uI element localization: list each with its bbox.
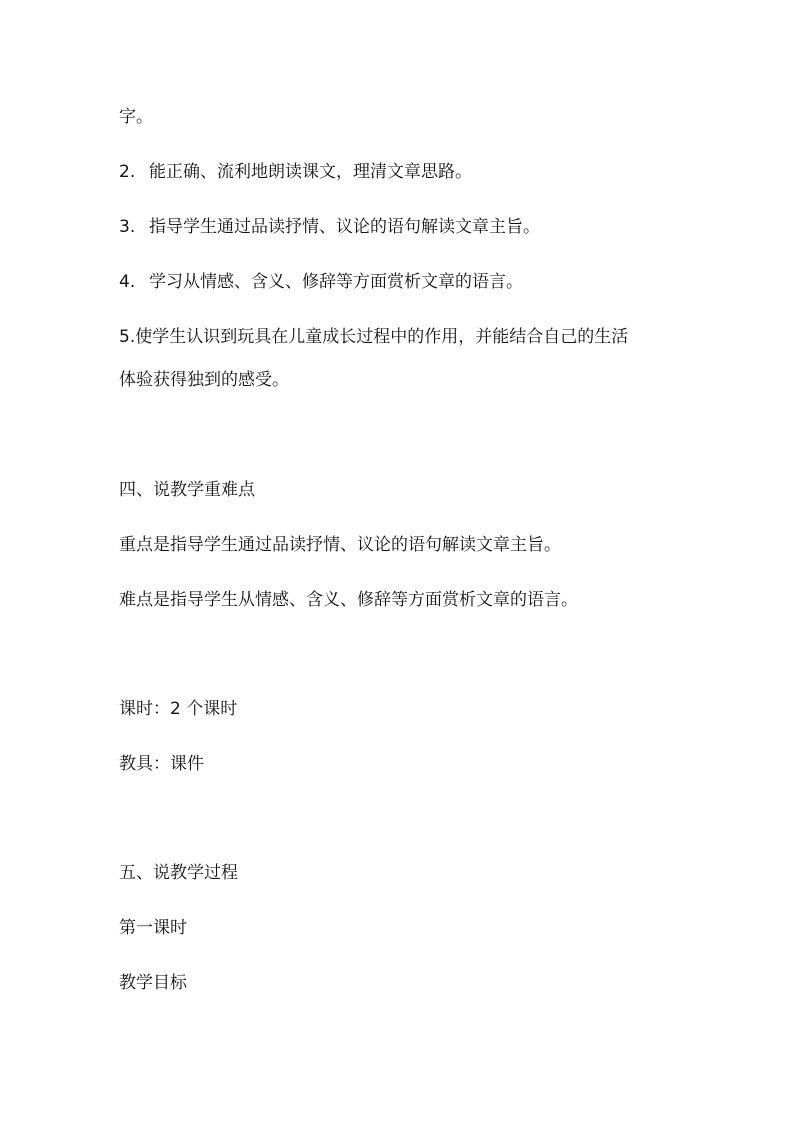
objective-item-2 bbox=[119, 161, 472, 183]
objective-item-5-line1: 5.使学生认识到玩具在儿童成长过程中的作用，并能结合自己的生活 bbox=[119, 327, 629, 347]
objective-number: 4. bbox=[119, 272, 136, 292]
continuation-text: 字。 bbox=[119, 107, 153, 127]
objective-text: 学习从情感、含义、修辞等方面赏析文章的语言。 bbox=[149, 272, 523, 292]
objective-item-5-line2: 体验获得独到的感受。 bbox=[119, 370, 289, 390]
teaching-objectives-heading: 教学目标 bbox=[119, 973, 187, 993]
lesson-title: 第一课时 bbox=[119, 918, 187, 938]
class-hours-text: 课时：2 个课时 bbox=[119, 699, 238, 719]
objective-number: 3. bbox=[119, 217, 136, 237]
key-point-text: 重点是指导学生通过品读抒情、议论的语句解读文章主旨。 bbox=[119, 535, 561, 555]
objective-item-3 bbox=[119, 216, 540, 238]
objective-number: 2. bbox=[119, 162, 136, 182]
objective-text: 能正确、流利地朗读课文，理清文章思路。 bbox=[149, 162, 472, 182]
teaching-aids-text: 教具：课件 bbox=[119, 754, 204, 774]
section-heading: 四、说教学重难点 bbox=[119, 480, 255, 500]
objective-text: 指导学生通过品读抒情、议论的语句解读文章主旨。 bbox=[149, 217, 540, 237]
objective-item-4 bbox=[119, 271, 523, 293]
difficult-point-text: 难点是指导学生从情感、含义、修辞等方面赏析文章的语言。 bbox=[119, 590, 578, 610]
section-heading: 五、说教学过程 bbox=[119, 863, 238, 883]
